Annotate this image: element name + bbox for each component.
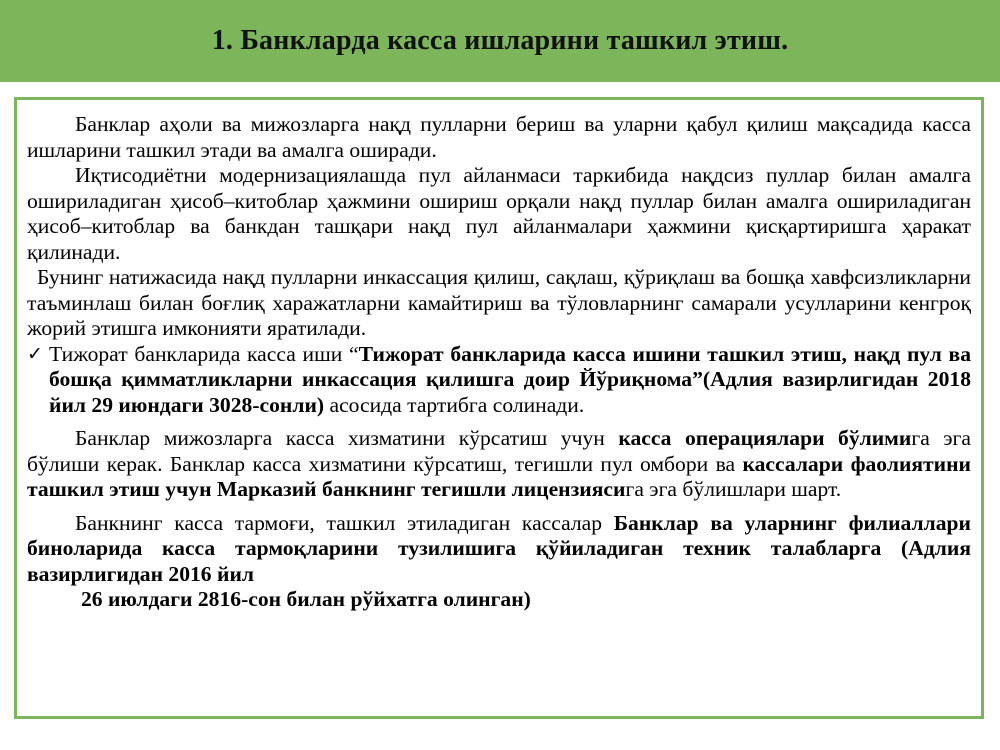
- p5-bold-2: 26 июлдаги 2816-сон билан рўйхатга олинган): [81, 587, 531, 611]
- p5-text-1: Банкнинг касса тармоғи, ташкил этиладиган кассалар: [75, 510, 614, 535]
- p4-text-2: га эга бўлиши керак. Банклар касса хизматини кўрсатиш, тегишли пул омбори ва: [27, 426, 971, 476]
- bullet-text-bold: Тижорат банкларида касса ишини ташкил этиш, нақд пул ва бошқа қимматликларни инкассация қилишга доир Йўриқнома”(Адлия вазирлигидан 2018 йил 29 июндаги 3028-сонли): [49, 341, 972, 417]
- title-bar: [0, 0, 1000, 82]
- p4-text-3: га эга бўлишлари шарт.: [625, 477, 842, 501]
- bullet-text-post: асосида тартибга солинади.: [329, 392, 585, 417]
- slide-title: 1. Банкларда касса ишларини ташкил этиш.: [211, 25, 789, 56]
- bullet-item-regulation: [27, 342, 971, 419]
- p4-bold-1: касса операциялари бўлими: [618, 426, 912, 450]
- paragraph-cash-department: [27, 426, 971, 503]
- paragraph-modernization: Иқтисодиётни модернизациялашда пул айланмаси таркибида нақдсиз пуллар билан амалга ошириладиган ҳисоб–китоблар ҳажмини ошириш орқали нақд пуллар билан амалга ошириладиган ҳисоб–китоблар ва банкдан ташқари нақд пул айланмалари ҳажмини қисқартиришга ҳаракат қилинади.: [27, 163, 971, 264]
- checkmark-icon: ✓: [27, 342, 43, 365]
- paragraph-result: Бунинг натижасида нақд пулларни инкассация қилиш, сақлаш, қўриқлаш ва бошқа хавфсизликларни таъминлаш билан боғлиқ харажатларни камайтириш ва тўловларнинг самарали усулларини кенгроқ жорий этишга имконияти яратилади.: [27, 265, 971, 340]
- p5-bold-1: Банклар ва уларнинг филиаллари биноларида касса тармоқларини тузилишига қўйиладиган техник талабларга (Адлия вазирлигидан 2016 йил: [27, 510, 971, 586]
- content-box: [14, 97, 984, 719]
- paragraph-cash-network: [27, 511, 971, 588]
- paragraph-cash-operations: Банклар аҳоли ва мижозларга нақд пулларни бериш ва уларни қабул қилиш мақсадида касса ишларини ташкил этади ва амалга оширади.: [27, 112, 971, 162]
- bullet-text-pre: Тижорат банкларида касса иши “: [49, 341, 359, 366]
- p4-bold-2: кассалари фаолиятини ташкил этиш учун Марказий банкнинг тегишли лицензияси: [27, 451, 971, 501]
- bullet-text: [49, 342, 971, 419]
- p4-text-1: Банклар мижозларга касса хизматини кўрсатиш учун: [75, 426, 619, 450]
